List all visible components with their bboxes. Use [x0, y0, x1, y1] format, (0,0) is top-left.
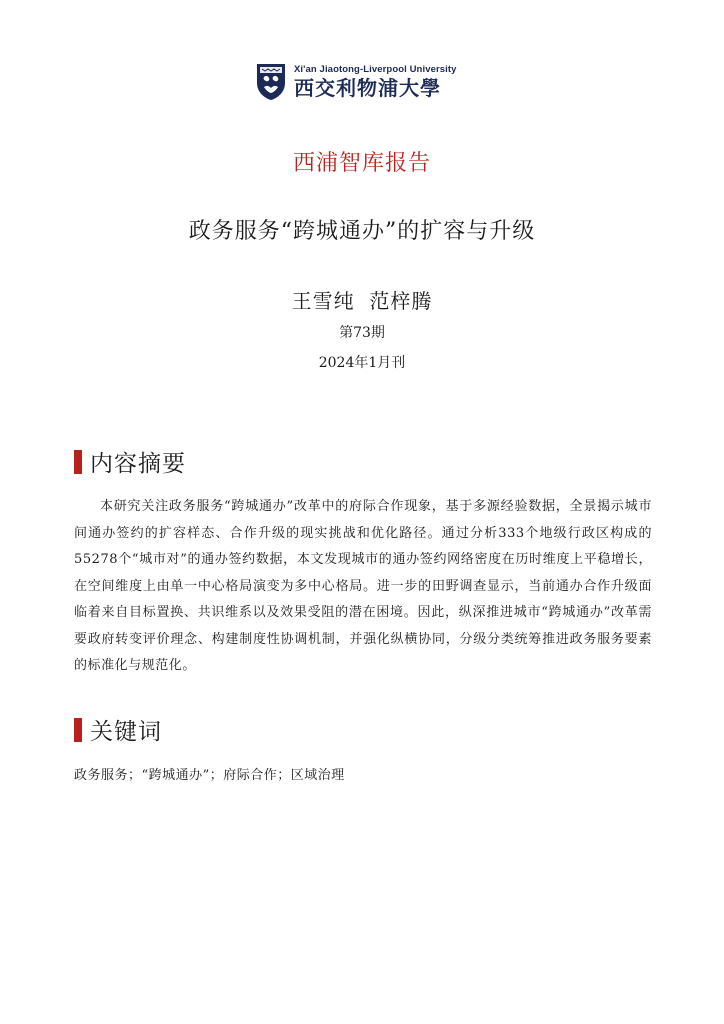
section-marker [74, 718, 82, 742]
university-logo [256, 62, 457, 102]
series-name: 西浦智库报告 [292, 151, 431, 176]
report-title: 政务服务“跨城通办”的扩容与升级 [188, 219, 536, 244]
keywords-heading [74, 713, 162, 746]
abstract-heading [74, 445, 186, 478]
logo-chinese-name: 西交利物浦大學 [294, 76, 441, 100]
issue-date: 2024年1月刊 [318, 355, 406, 371]
university-crest-icon [256, 63, 286, 101]
section-marker [74, 450, 82, 474]
abstract-body: 本研究关注政务服务“跨城通办”改革中的府际合作现象，基于多源经验数据，全景揭示城市间通办签约的扩容样态、合作升级的现实挑战和优化路径。通过分析333个地级行政区构成的55278个“城市对”的通办签约数据，本文发现城市的通办签约网络密度在历时维度上平稳增长，在空间维度上由单一中心格局演变为多中心格局。进一步的田野调查显示，当前通办合作升级面临着来自目标置换、共识维系以及效果受阻的潜在困境。因此，纵深推进城市“跨城通办”改革需要政府转变评价理念、构建制度性协调机制，并强化纵横协同，分级分类统筹推进政务服务要素的标准化与规范化。 [74, 499, 652, 673]
logo-english-name: Xi'an Jiaotong-Liverpool University [294, 64, 457, 75]
keywords-list: 政务服务；“跨城通办”；府际合作；区域治理 [74, 768, 345, 783]
issue-number: 第73期 [339, 325, 385, 341]
report-authors: 王雪纯 范梓腾 [291, 289, 433, 313]
keywords-heading-label: 关键词 [90, 719, 162, 745]
abstract-heading-label: 内容摘要 [90, 451, 186, 477]
